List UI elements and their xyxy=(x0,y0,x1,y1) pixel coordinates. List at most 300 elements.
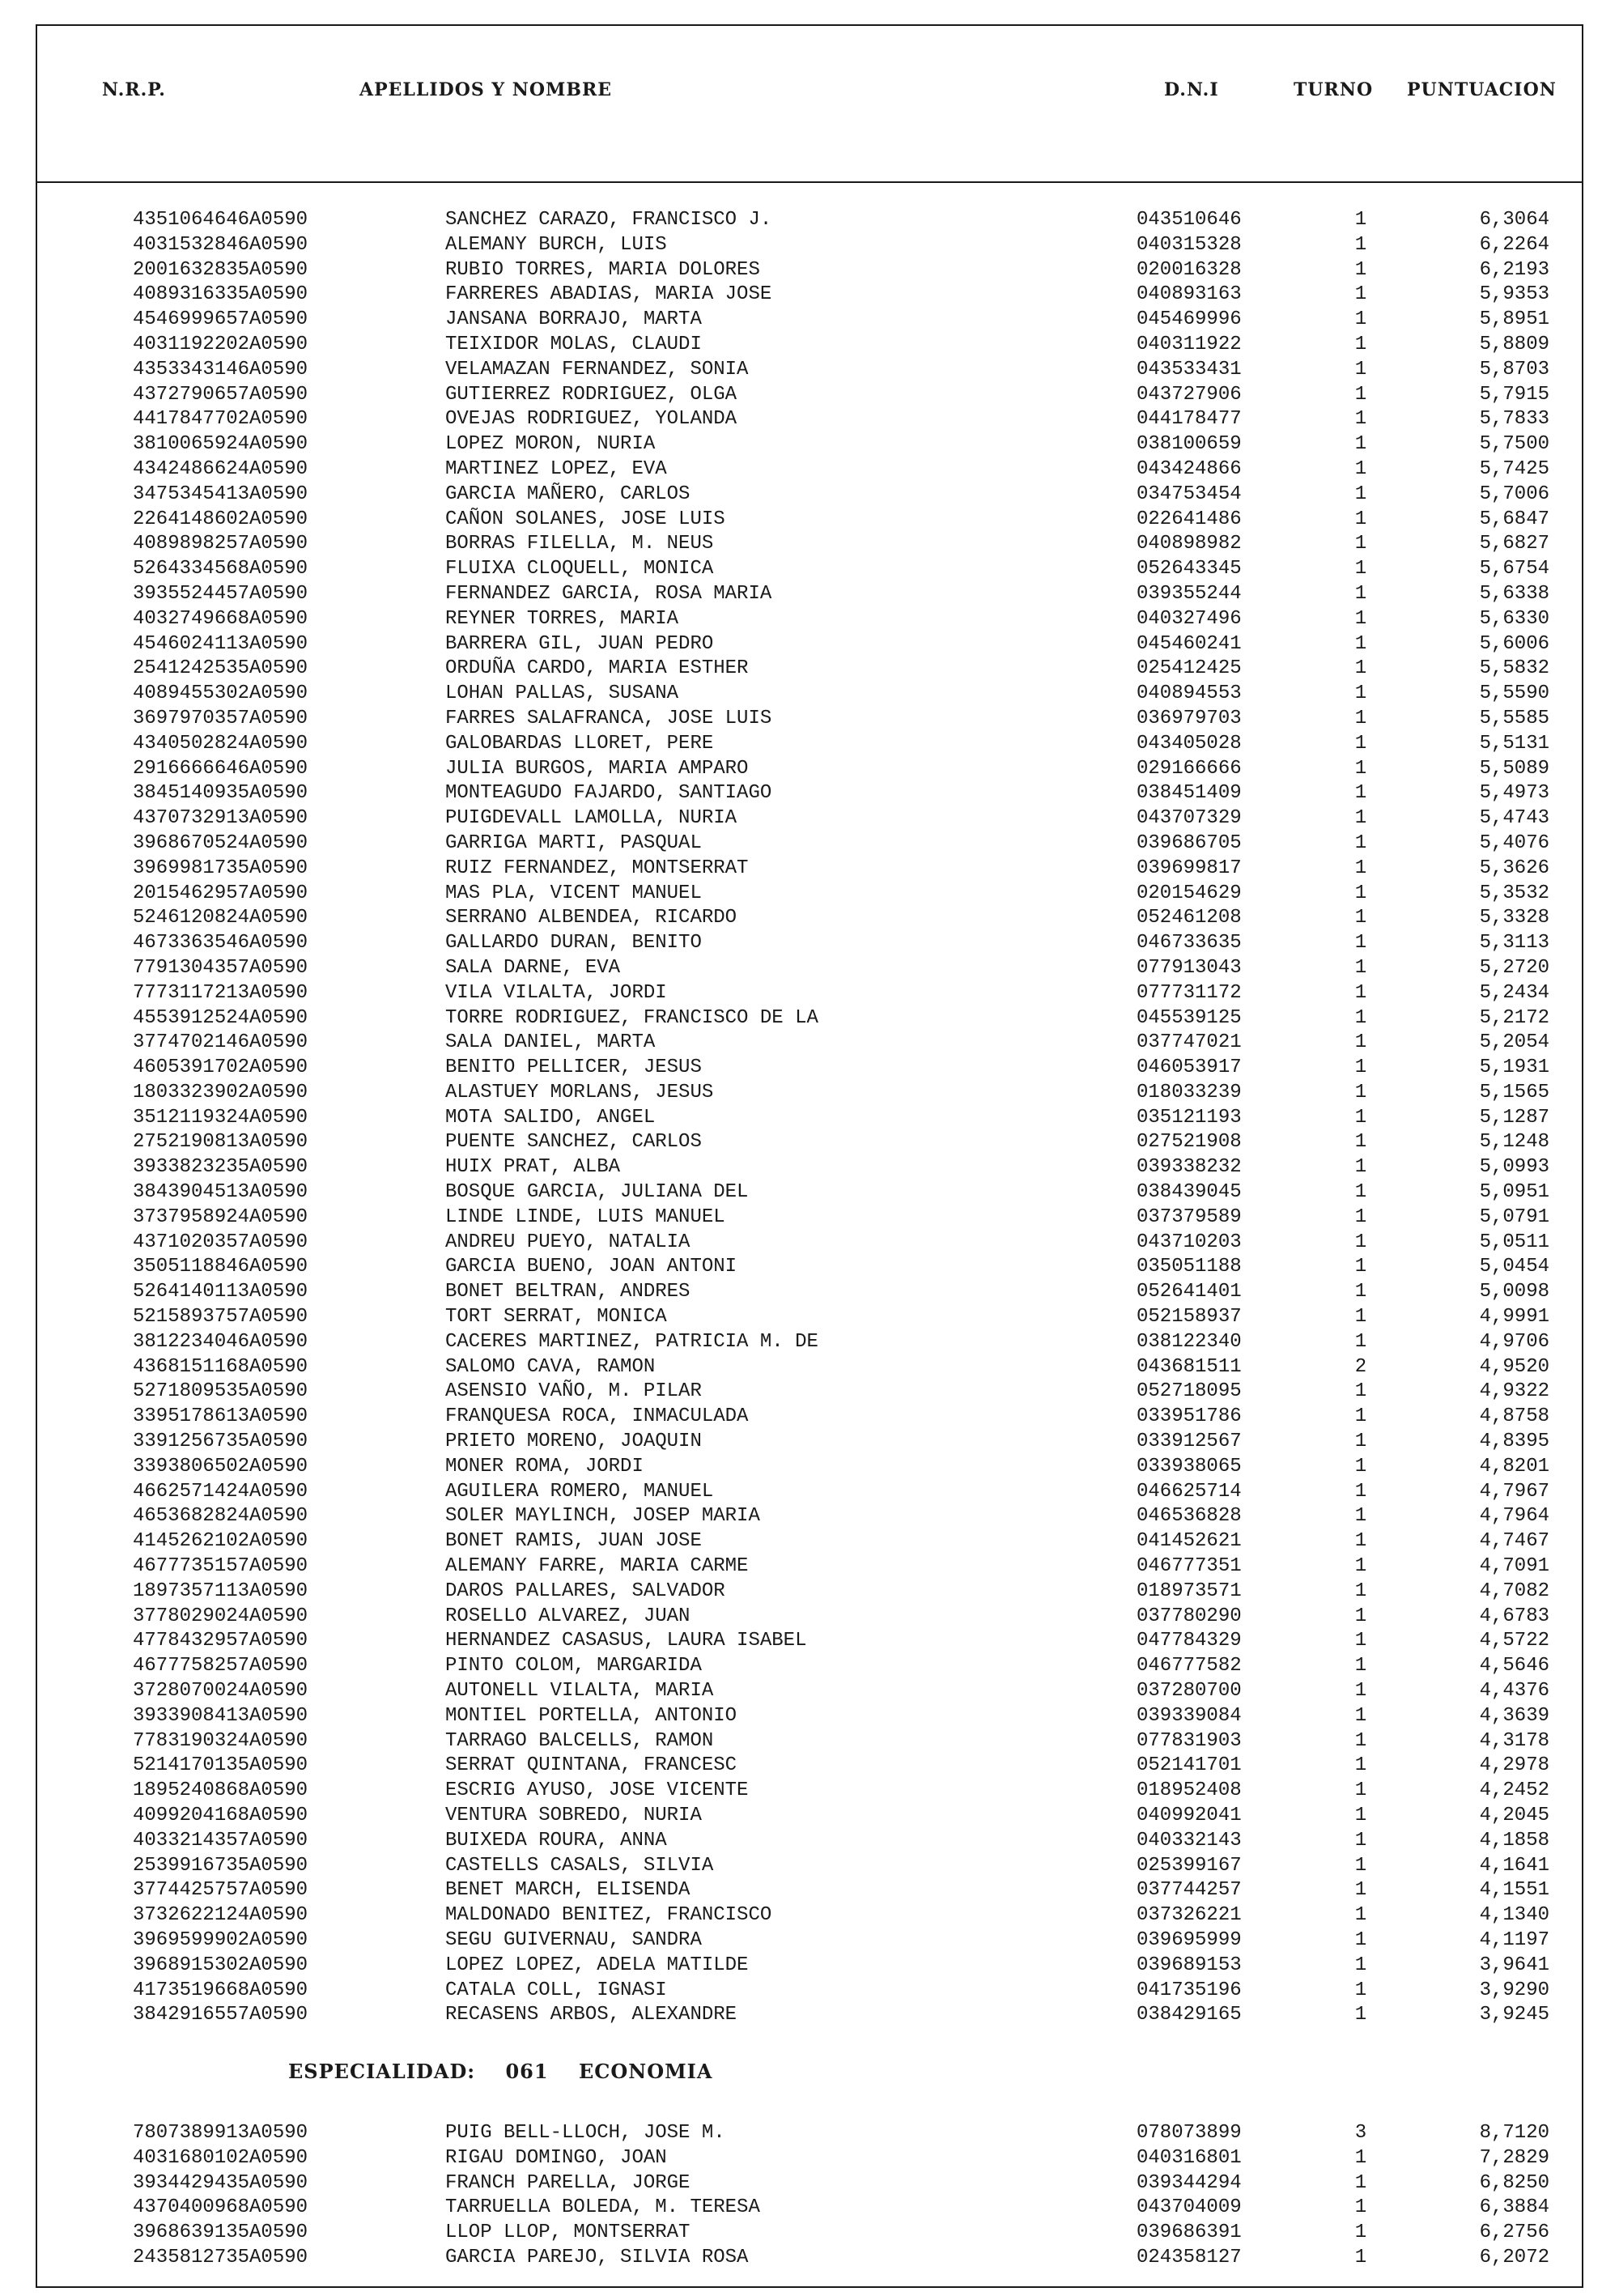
cell-puntuacion: 4,3178 xyxy=(1479,1729,1549,1752)
cell-turno: 1 xyxy=(1354,1829,1367,1852)
cell-name: DAROS PALLARES, SALVADOR xyxy=(445,1580,725,1602)
cell-name: LOHAN PALLAS, SUSANA xyxy=(445,682,679,705)
cell-dni: 036979703 xyxy=(1137,707,1242,729)
cell-turno: 1 xyxy=(1354,1431,1367,1453)
cell-nrp: 3395178613A0590 xyxy=(133,1405,308,1428)
cell-puntuacion: 5,5832 xyxy=(1479,657,1549,680)
cell-dni: 046777582 xyxy=(1137,1655,1242,1677)
cell-dni: 037280700 xyxy=(1137,1680,1242,1703)
cell-name: LOPEZ MORON, NURIA xyxy=(445,433,656,456)
cell-dni: 040315328 xyxy=(1137,233,1242,256)
cell-name: PRIETO MORENO, JOAQUIN xyxy=(445,1431,702,1453)
cell-dni: 039686391 xyxy=(1137,2222,1242,2244)
cell-dni: 037744257 xyxy=(1137,1879,1242,1902)
cell-nrp: 3968915302A0590 xyxy=(133,1954,308,1976)
cell-name: PUIG BELL-LLOCH, JOSE M. xyxy=(445,2122,725,2144)
cell-dni: 035121193 xyxy=(1137,1106,1242,1129)
cell-dni: 052641401 xyxy=(1137,1281,1242,1303)
cell-puntuacion: 5,6827 xyxy=(1479,533,1549,555)
cell-nrp: 4546999657A0590 xyxy=(133,308,308,331)
cell-dni: 037747021 xyxy=(1137,1031,1242,1054)
cell-name: MARTINEZ LOPEZ, EVA xyxy=(445,457,667,480)
cell-dni: 043704009 xyxy=(1137,2196,1242,2219)
cell-name: MALDONADO BENITEZ, FRANCISCO xyxy=(445,1904,772,1927)
table-row xyxy=(37,1903,1582,1928)
cell-dni: 040893163 xyxy=(1137,283,1242,306)
cell-name: GUTIERREZ RODRIGUEZ, OLGA xyxy=(445,383,737,406)
cell-dni: 043405028 xyxy=(1137,732,1242,755)
cell-turno: 1 xyxy=(1354,283,1367,306)
table-row xyxy=(37,457,1582,483)
table-row xyxy=(37,2003,1582,2028)
table-row xyxy=(37,1355,1582,1380)
cell-puntuacion: 6,2264 xyxy=(1479,233,1549,256)
cell-dni: 040327496 xyxy=(1137,607,1242,630)
cell-dni: 041735196 xyxy=(1137,1979,1242,2001)
cell-name: GARRIGA MARTI, PASQUAL xyxy=(445,831,702,854)
cell-turno: 1 xyxy=(1354,1405,1367,1428)
cell-name: TEIXIDOR MOLAS, CLAUDI xyxy=(445,333,702,355)
table-row xyxy=(37,1729,1582,1754)
cell-nrp: 4553912524A0590 xyxy=(133,1006,308,1029)
table-row xyxy=(37,308,1582,333)
cell-turno: 1 xyxy=(1354,1805,1367,1826)
cell-nrp: 4368151168A0590 xyxy=(133,1355,308,1378)
table-row xyxy=(37,632,1582,657)
cell-turno: 1 xyxy=(1354,932,1367,955)
cell-nrp: 2539916735A0590 xyxy=(133,1854,308,1877)
cell-nrp: 3774425757A0590 xyxy=(133,1879,308,1902)
cell-name: HERNANDEZ CASASUS, LAURA ISABEL xyxy=(445,1630,807,1652)
results-table xyxy=(37,208,1582,2028)
cell-dni: 037379589 xyxy=(1137,1205,1242,1228)
cell-puntuacion: 6,2072 xyxy=(1479,2246,1549,2268)
cell-puntuacion: 4,1197 xyxy=(1479,1928,1549,1951)
table-row xyxy=(37,1779,1582,1804)
table-row xyxy=(37,882,1582,907)
cell-nrp: 4546024113A0590 xyxy=(133,632,308,655)
cell-dni: 039344294 xyxy=(1137,2171,1242,2194)
table-row xyxy=(37,806,1582,831)
cell-dni: 077913043 xyxy=(1137,956,1242,979)
cell-name: ESCRIG AYUSO, JOSE VICENTE xyxy=(445,1779,749,1802)
cell-dni: 046053917 xyxy=(1137,1057,1242,1079)
cell-nrp: 4778432957A0590 xyxy=(133,1630,308,1652)
cell-name: TORRE RODRIGUEZ, FRANCISCO DE LA xyxy=(445,1006,818,1029)
cell-puntuacion: 4,7091 xyxy=(1479,1555,1549,1578)
cell-name: SERRAT QUINTANA, FRANCESC xyxy=(445,1754,737,1777)
cell-turno: 1 xyxy=(1354,1156,1367,1179)
cell-nrp: 4099204168A0590 xyxy=(133,1805,308,1826)
cell-turno: 1 xyxy=(1354,1729,1367,1752)
specialty-code: 061 xyxy=(505,2060,549,2083)
cell-dni: 027521908 xyxy=(1137,1131,1242,1154)
cell-dni: 040316801 xyxy=(1137,2146,1242,2169)
cell-name: FERNANDEZ GARCIA, ROSA MARIA xyxy=(445,582,772,605)
cell-puntuacion: 5,6330 xyxy=(1479,607,1549,630)
cell-dni: 025399167 xyxy=(1137,1854,1242,1877)
cell-dni: 038429165 xyxy=(1137,2004,1242,2026)
table-row xyxy=(37,483,1582,508)
cell-dni: 043424866 xyxy=(1137,457,1242,480)
cell-puntuacion: 5,3626 xyxy=(1479,857,1549,879)
table-row xyxy=(37,857,1582,882)
cell-name: MOTA SALIDO, ANGEL xyxy=(445,1106,656,1129)
cell-dni: 018033239 xyxy=(1137,1081,1242,1103)
cell-nrp: 1895240868A0590 xyxy=(133,1779,308,1802)
cell-nrp: 3968670524A0590 xyxy=(133,831,308,854)
cell-puntuacion: 5,5131 xyxy=(1479,732,1549,755)
cell-dni: 046536828 xyxy=(1137,1505,1242,1528)
cell-name: CAÑON SOLANES, JOSE LUIS xyxy=(445,508,725,530)
cell-puntuacion: 5,4973 xyxy=(1479,782,1549,805)
cell-nrp: 4145262102A0590 xyxy=(133,1530,308,1553)
table-row xyxy=(37,1829,1582,1854)
cell-name: VILA VILALTA, JORDI xyxy=(445,981,667,1004)
cell-dni: 037326221 xyxy=(1137,1904,1242,1927)
cell-puntuacion: 5,5590 xyxy=(1479,682,1549,705)
table-row xyxy=(37,757,1582,782)
cell-turno: 1 xyxy=(1354,1630,1367,1652)
cell-name: JANSANA BORRAJO, MARTA xyxy=(445,308,702,331)
cell-turno: 1 xyxy=(1354,483,1367,505)
cell-nrp: 4677758257A0590 xyxy=(133,1655,308,1677)
table-row xyxy=(37,2196,1582,2221)
cell-turno: 1 xyxy=(1354,782,1367,805)
cell-turno: 1 xyxy=(1354,582,1367,605)
document-frame xyxy=(36,24,1583,2288)
cell-nrp: 5264334568A0590 xyxy=(133,558,308,580)
cell-puntuacion: 5,0993 xyxy=(1479,1156,1549,1179)
table-row xyxy=(37,931,1582,956)
cell-nrp: 4372790657A0590 xyxy=(133,383,308,406)
cell-puntuacion: 4,7964 xyxy=(1479,1505,1549,1528)
cell-nrp: 5246120824A0590 xyxy=(133,907,308,929)
cell-puntuacion: 4,1858 xyxy=(1479,1829,1549,1852)
cell-name: LLOP LLOP, MONTSERRAT xyxy=(445,2222,691,2244)
cell-nrp: 3393806502A0590 xyxy=(133,1455,308,1478)
cell-dni: 040992041 xyxy=(1137,1805,1242,1826)
cell-name: BENITO PELLICER, JESUS xyxy=(445,1057,702,1079)
cell-puntuacion: 3,9290 xyxy=(1479,1979,1549,2001)
table-row xyxy=(37,1804,1582,1829)
cell-nrp: 3934429435A0590 xyxy=(133,2171,308,2194)
cell-puntuacion: 4,8201 xyxy=(1479,1455,1549,1478)
cell-nrp: 3728070024A0590 xyxy=(133,1680,308,1703)
table-row xyxy=(37,1529,1582,1554)
cell-turno: 1 xyxy=(1354,1555,1367,1578)
cell-dni: 040311922 xyxy=(1137,333,1242,355)
table-row xyxy=(37,582,1582,607)
cell-nrp: 4089316335A0590 xyxy=(133,283,308,306)
cell-name: SOLER MAYLINCH, JOSEP MARIA xyxy=(445,1505,760,1528)
cell-dni: 040332143 xyxy=(1137,1829,1242,1852)
cell-nrp: 4677735157A0590 xyxy=(133,1555,308,1578)
cell-name: RECASENS ARBOS, ALEXANDRE xyxy=(445,2004,737,2026)
cell-name: TARRAGO BALCELLS, RAMON xyxy=(445,1729,714,1752)
cell-puntuacion: 4,7467 xyxy=(1479,1530,1549,1553)
cell-name: FRANQUESA ROCA, INMACULADA xyxy=(445,1405,749,1428)
cell-puntuacion: 5,5585 xyxy=(1479,707,1549,729)
table-row xyxy=(37,707,1582,732)
cell-nrp: 4370732913A0590 xyxy=(133,807,308,830)
table-row xyxy=(37,1231,1582,1256)
cell-name: SANCHEZ CARAZO, FRANCISCO J. xyxy=(445,209,772,231)
table-row xyxy=(37,1155,1582,1180)
table-row xyxy=(37,358,1582,383)
cell-dni: 039339084 xyxy=(1137,1704,1242,1727)
table-row xyxy=(37,1380,1582,1405)
cell-turno: 1 xyxy=(1354,1330,1367,1353)
cell-puntuacion: 5,4076 xyxy=(1479,831,1549,854)
cell-name: CATALA COLL, IGNASI xyxy=(445,1979,667,2001)
cell-turno: 1 xyxy=(1354,457,1367,480)
cell-dni: 077731172 xyxy=(1137,981,1242,1004)
cell-nrp: 3812234046A0590 xyxy=(133,1330,308,1353)
cell-nrp: 3969599902A0590 xyxy=(133,1928,308,1951)
specialty-heading xyxy=(288,2060,736,2083)
table-row xyxy=(37,1654,1582,1679)
cell-puntuacion: 6,3884 xyxy=(1479,2196,1549,2219)
cell-dni: 022641486 xyxy=(1137,508,1242,530)
cell-puntuacion: 6,2756 xyxy=(1479,2222,1549,2244)
table-row xyxy=(37,1679,1582,1704)
cell-nrp: 4033214357A0590 xyxy=(133,1829,308,1852)
cell-name: OVEJAS RODRIGUEZ, YOLANDA xyxy=(445,408,737,431)
cell-nrp: 3505118846A0590 xyxy=(133,1256,308,1278)
cell-turno: 1 xyxy=(1354,1530,1367,1553)
cell-nrp: 4032749668A0590 xyxy=(133,607,308,630)
cell-name: ALASTUEY MORLANS, JESUS xyxy=(445,1081,714,1103)
cell-nrp: 3810065924A0590 xyxy=(133,433,308,456)
cell-name: BARRERA GIL, JUAN PEDRO xyxy=(445,632,714,655)
header-name: APELLIDOS Y NOMBRE xyxy=(359,79,613,100)
cell-puntuacion: 7,2829 xyxy=(1479,2146,1549,2169)
cell-puntuacion: 5,3532 xyxy=(1479,882,1549,904)
cell-turno: 1 xyxy=(1354,1057,1367,1079)
cell-name: GARCIA MAÑERO, CARLOS xyxy=(445,483,691,505)
table-row xyxy=(37,2171,1582,2196)
table-row xyxy=(37,2146,1582,2171)
cell-turno: 1 xyxy=(1354,383,1367,406)
cell-turno: 1 xyxy=(1354,508,1367,530)
table-row xyxy=(37,1629,1582,1654)
cell-name: GARCIA BUENO, JOAN ANTONI xyxy=(445,1256,737,1278)
cell-puntuacion: 5,1565 xyxy=(1479,1081,1549,1103)
cell-name: TORT SERRAT, MONICA xyxy=(445,1306,667,1329)
cell-dni: 045539125 xyxy=(1137,1006,1242,1029)
cell-name: RIGAU DOMINGO, JOAN xyxy=(445,2146,667,2169)
table-row xyxy=(37,1205,1582,1231)
cell-nrp: 3778029024A0590 xyxy=(133,1605,308,1627)
cell-name: SEGU GUIVERNAU, SANDRA xyxy=(445,1928,702,1951)
cell-dni: 039689153 xyxy=(1137,1954,1242,1976)
cell-dni: 043727906 xyxy=(1137,383,1242,406)
cell-puntuacion: 5,4743 xyxy=(1479,807,1549,830)
table-row xyxy=(37,1928,1582,1954)
cell-dni: 040898982 xyxy=(1137,533,1242,555)
cell-puntuacion: 4,1551 xyxy=(1479,1879,1549,1902)
cell-puntuacion: 5,7915 xyxy=(1479,383,1549,406)
cell-name: AGUILERA ROMERO, MANUEL xyxy=(445,1480,714,1503)
cell-turno: 1 xyxy=(1354,682,1367,705)
cell-puntuacion: 4,8758 xyxy=(1479,1405,1549,1428)
cell-puntuacion: 6,2193 xyxy=(1479,258,1549,281)
table-row xyxy=(37,1754,1582,1779)
table-row xyxy=(37,1031,1582,1056)
table-row xyxy=(37,1130,1582,1155)
cell-nrp: 4031532846A0590 xyxy=(133,233,308,256)
cell-dni: 052158937 xyxy=(1137,1306,1242,1329)
cell-turno: 1 xyxy=(1354,732,1367,755)
cell-dni: 033912567 xyxy=(1137,1431,1242,1453)
cell-dni: 039695999 xyxy=(1137,1928,1242,1951)
cell-name: JULIA BURGOS, MARIA AMPARO xyxy=(445,757,749,780)
cell-puntuacion: 4,7082 xyxy=(1479,1580,1549,1602)
cell-name: BONET RAMIS, JUAN JOSE xyxy=(445,1530,702,1553)
cell-dni: 052141701 xyxy=(1137,1754,1242,1777)
specialty-name: ECONOMIA xyxy=(578,2060,713,2083)
cell-puntuacion: 5,0951 xyxy=(1479,1181,1549,1204)
cell-dni: 052461208 xyxy=(1137,907,1242,929)
cell-turno: 1 xyxy=(1354,956,1367,979)
cell-turno: 1 xyxy=(1354,1655,1367,1677)
cell-turno: 2 xyxy=(1354,1355,1367,1378)
cell-nrp: 4089898257A0590 xyxy=(133,533,308,555)
cell-turno: 1 xyxy=(1354,1904,1367,1927)
cell-nrp: 7783190324A0590 xyxy=(133,1729,308,1752)
cell-puntuacion: 4,7967 xyxy=(1479,1480,1549,1503)
cell-nrp: 2752190813A0590 xyxy=(133,1131,308,1154)
table-row xyxy=(37,1954,1582,1979)
cell-puntuacion: 5,7833 xyxy=(1479,408,1549,431)
cell-puntuacion: 4,5646 xyxy=(1479,1655,1549,1677)
cell-nrp: 3774702146A0590 xyxy=(133,1031,308,1054)
cell-puntuacion: 4,8395 xyxy=(1479,1431,1549,1453)
cell-turno: 1 xyxy=(1354,1081,1367,1103)
cell-name: GARCIA PAREJO, SILVIA ROSA xyxy=(445,2246,749,2268)
cell-turno: 1 xyxy=(1354,258,1367,281)
cell-puntuacion: 4,1340 xyxy=(1479,1904,1549,1927)
cell-dni: 020016328 xyxy=(1137,258,1242,281)
cell-turno: 1 xyxy=(1354,1006,1367,1029)
cell-nrp: 2541242535A0590 xyxy=(133,657,308,680)
cell-nrp: 4653682824A0590 xyxy=(133,1505,308,1528)
table-row xyxy=(37,831,1582,857)
cell-turno: 1 xyxy=(1354,2146,1367,2169)
cell-dni: 078073899 xyxy=(1137,2122,1242,2144)
cell-nrp: 4662571424A0590 xyxy=(133,1480,308,1503)
cell-turno: 1 xyxy=(1354,1605,1367,1627)
cell-dni: 039699817 xyxy=(1137,857,1242,879)
cell-puntuacion: 5,5089 xyxy=(1479,757,1549,780)
cell-puntuacion: 4,6783 xyxy=(1479,1605,1549,1627)
cell-nrp: 4173519668A0590 xyxy=(133,1979,308,2001)
cell-nrp: 4342486624A0590 xyxy=(133,457,308,480)
cell-nrp: 4351064646A0590 xyxy=(133,209,308,231)
cell-turno: 1 xyxy=(1354,1455,1367,1478)
cell-dni: 018952408 xyxy=(1137,1779,1242,1802)
cell-puntuacion: 4,2452 xyxy=(1479,1779,1549,1802)
table-row xyxy=(37,607,1582,632)
cell-puntuacion: 4,9322 xyxy=(1479,1380,1549,1403)
cell-turno: 1 xyxy=(1354,1580,1367,1602)
cell-turno: 1 xyxy=(1354,408,1367,431)
cell-nrp: 3969981735A0590 xyxy=(133,857,308,879)
cell-puntuacion: 5,6006 xyxy=(1479,632,1549,655)
cell-name: GALLARDO DURAN, BENITO xyxy=(445,932,702,955)
cell-nrp: 7773117213A0590 xyxy=(133,981,308,1004)
cell-name: MONTIEL PORTELLA, ANTONIO xyxy=(445,1704,737,1727)
cell-name: GALOBARDAS LLORET, PERE xyxy=(445,732,714,755)
header-turno: TURNO xyxy=(1294,79,1374,100)
cell-name: TARRUELLA BOLEDA, M. TERESA xyxy=(445,2196,760,2219)
cell-nrp: 3697970357A0590 xyxy=(133,707,308,729)
cell-nrp: 3933908413A0590 xyxy=(133,1704,308,1727)
cell-puntuacion: 5,1248 xyxy=(1479,1131,1549,1154)
cell-turno: 1 xyxy=(1354,1754,1367,1777)
cell-nrp: 2916666646A0590 xyxy=(133,757,308,780)
cell-puntuacion: 5,7425 xyxy=(1479,457,1549,480)
cell-turno: 1 xyxy=(1354,757,1367,780)
cell-name: MONER ROMA, JORDI xyxy=(445,1455,644,1478)
cell-dni: 020154629 xyxy=(1137,882,1242,904)
cell-turno: 1 xyxy=(1354,1928,1367,1951)
table-row xyxy=(37,557,1582,582)
cell-turno: 1 xyxy=(1354,233,1367,256)
cell-turno: 1 xyxy=(1354,1680,1367,1703)
cell-name: SALA DARNE, EVA xyxy=(445,956,621,979)
cell-puntuacion: 6,3064 xyxy=(1479,209,1549,231)
cell-dni: 052643345 xyxy=(1137,558,1242,580)
cell-turno: 1 xyxy=(1354,907,1367,929)
cell-nrp: 4605391702A0590 xyxy=(133,1057,308,1079)
cell-puntuacion: 5,2434 xyxy=(1479,981,1549,1004)
cell-turno: 1 xyxy=(1354,1231,1367,1253)
cell-nrp: 4370400968A0590 xyxy=(133,2196,308,2219)
cell-name: SALA DANIEL, MARTA xyxy=(445,1031,656,1054)
table-row xyxy=(37,1405,1582,1430)
results-table-economia xyxy=(37,2121,1582,2271)
table-row xyxy=(37,1305,1582,1330)
cell-nrp: 3933823235A0590 xyxy=(133,1156,308,1179)
cell-name: FLUIXA CLOQUELL, MONICA xyxy=(445,558,714,580)
cell-nrp: 4340502824A0590 xyxy=(133,732,308,755)
cell-puntuacion: 5,9353 xyxy=(1479,283,1549,306)
cell-dni: 040894553 xyxy=(1137,682,1242,705)
table-row xyxy=(37,906,1582,931)
cell-nrp: 7791304357A0590 xyxy=(133,956,308,979)
cell-turno: 1 xyxy=(1354,1704,1367,1727)
cell-name: ROSELLO ALVAREZ, JUAN xyxy=(445,1605,691,1627)
cell-dni: 045460241 xyxy=(1137,632,1242,655)
cell-nrp: 3732622124A0590 xyxy=(133,1904,308,1927)
table-row xyxy=(37,1854,1582,1879)
cell-turno: 1 xyxy=(1354,1505,1367,1528)
cell-dni: 077831903 xyxy=(1137,1729,1242,1752)
cell-dni: 034753454 xyxy=(1137,483,1242,505)
cell-puntuacion: 5,0511 xyxy=(1479,1231,1549,1253)
cell-turno: 1 xyxy=(1354,1205,1367,1228)
cell-puntuacion: 8,7120 xyxy=(1479,2122,1549,2144)
cell-turno: 1 xyxy=(1354,632,1367,655)
cell-nrp: 3512119324A0590 xyxy=(133,1106,308,1129)
cell-name: SERRANO ALBENDEA, RICARDO xyxy=(445,907,737,929)
cell-nrp: 3737958924A0590 xyxy=(133,1205,308,1228)
cell-nrp: 4031192202A0590 xyxy=(133,333,308,355)
cell-turno: 1 xyxy=(1354,807,1367,830)
table-row xyxy=(37,208,1582,233)
